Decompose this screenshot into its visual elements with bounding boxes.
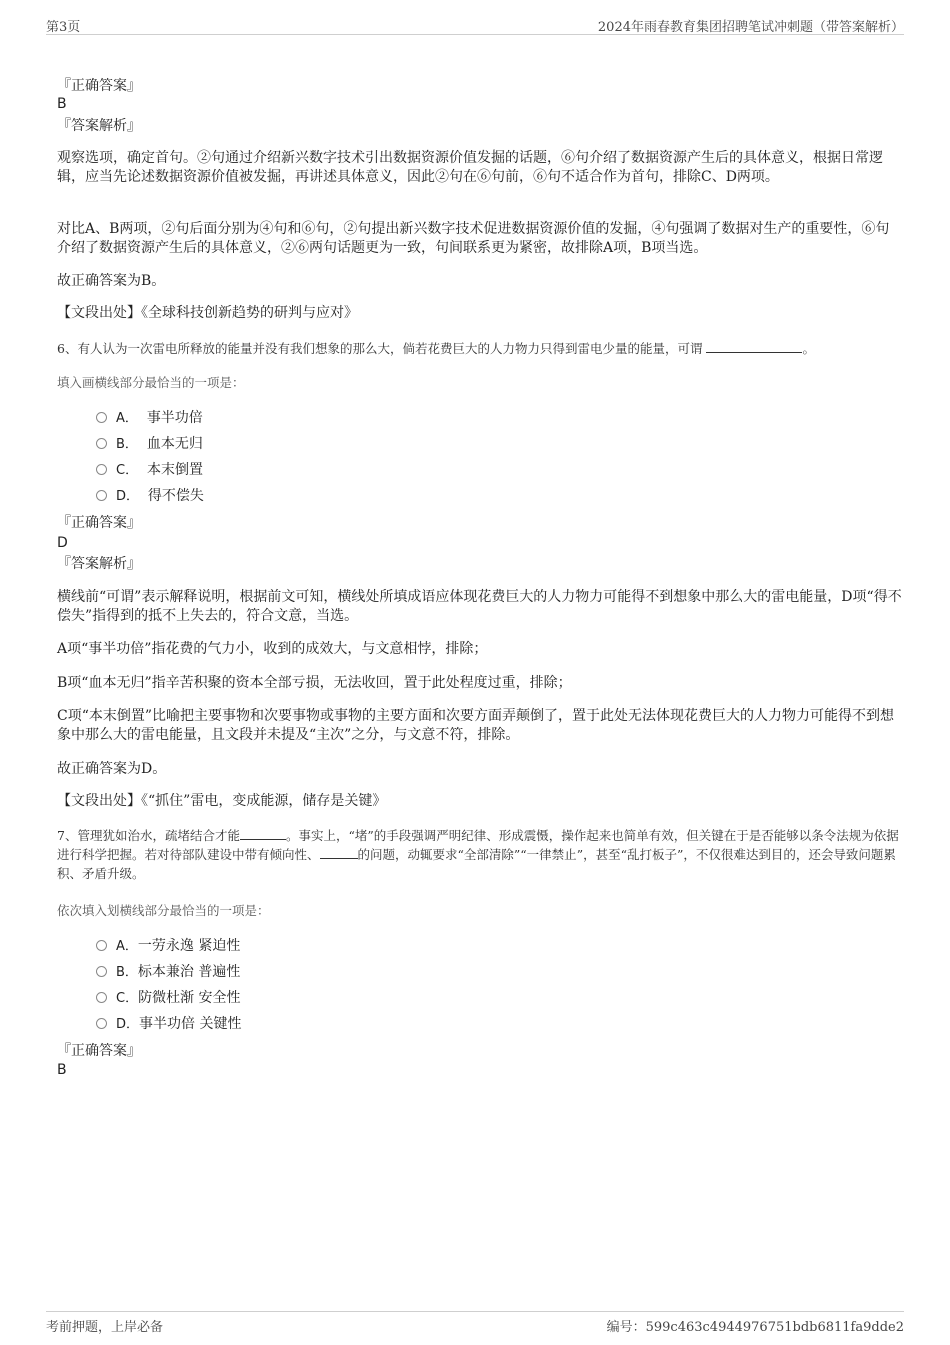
q6-end: 。	[802, 341, 815, 356]
q6-analysis-3: B项“血本无归”指辛苦积聚的资本全部亏损，无法收回，置于此处程度过重，排除；	[57, 675, 572, 691]
q7-option-d[interactable]: D．事半功倍 关键性	[96, 1015, 241, 1034]
q6-option-a[interactable]: A． 事半功倍	[96, 409, 203, 428]
q6-source	[57, 792, 902, 811]
q7-blank-2	[320, 845, 358, 859]
q7-option-c[interactable]: C．防微杜渐 安全性	[96, 989, 241, 1008]
answer-label: 『正确答案』	[57, 515, 141, 531]
radio-icon[interactable]	[96, 1018, 107, 1029]
source-label: 【文段出处】	[57, 793, 141, 809]
analysis-label: 『答案解析』	[57, 118, 141, 134]
document-id: 编号：599c463c4944976751bdb6811fa9dde2	[606, 1320, 904, 1335]
q7-question: 7、管理犹如治水，疏堵结合才能 。事实上，“堵”的手段强调严明纪律、形成震慑，操作起来也简单有效，但关键在于是否能够以条令法规为依据进行科学把握。若对待部队建设中带有倾向性、 的问题，动辄要求“全部清除”“一律禁止”，甚至“乱打板子”，不仅很难达到目的，还会导致问题累积、矛盾升级。	[57, 828, 899, 881]
q7-option-b[interactable]: B．标本兼治 普遍性	[96, 963, 240, 982]
q6-question	[57, 339, 902, 358]
q6-analysis-4: C项“本末倒置”比喻把主要事物和次要事物或事物的主要方面和次要方面弄颠倒了，置于此处无法体现花费巨大的人力物力可能得不到想象中那么大的雷电能量，且文段并未提及“主次”之分，与文意不符，排除。	[57, 708, 895, 743]
q7-hint: 依次填入划横线部分最恰当的一项是：	[57, 903, 270, 918]
radio-icon[interactable]	[96, 966, 107, 977]
footer-slogan: 考前押题，上岸必备	[46, 1320, 164, 1335]
radio-icon[interactable]	[96, 940, 107, 951]
q6-hint: 填入画横线部分最恰当的一项是：	[57, 375, 245, 390]
radio-icon[interactable]	[96, 464, 107, 475]
q7-answer: B	[57, 1062, 67, 1078]
q6-analysis-1: 横线前“可谓”表示解释说明，根据前文可知，横线处所填成语应体现花费巨大的人力物力可能得不到想象中那么大的雷电能量，D项“得不偿失”指得到的抵不上失去的，符合文意，当选。	[57, 589, 902, 624]
q6-answer: D	[57, 535, 68, 551]
q5-analysis-3: 故正确答案为B。	[57, 273, 166, 289]
q6-analysis-2: A项“事半功倍”指花费的气力小，收到的成效大，与文意相悖，排除；	[57, 641, 488, 657]
radio-icon[interactable]	[96, 992, 107, 1003]
page-header	[46, 16, 904, 35]
q6-option-c[interactable]: C． 本末倒置	[96, 461, 203, 480]
q6-blank	[706, 339, 802, 353]
source-label: 【文段出处】	[57, 305, 141, 321]
radio-icon[interactable]	[96, 438, 107, 449]
answer-label: 『正确答案』	[57, 78, 141, 94]
q6-option-b[interactable]: B． 血本无归	[96, 435, 203, 454]
radio-icon[interactable]	[96, 412, 107, 423]
q7-option-a[interactable]: A．一劳永逸 紧迫性	[96, 937, 240, 956]
page-footer	[46, 1311, 904, 1335]
q7-blank-1	[240, 826, 286, 840]
q5-answer: B	[57, 96, 67, 112]
q6-text: 6、有人认为一次雷电所释放的能量并没有我们想象的那么大，倘若花费巨大的人力物力只得到雷电少量的能量，可谓	[57, 341, 703, 356]
radio-icon[interactable]	[96, 490, 107, 501]
q5-analysis-2: 对比A、B两项，②句后面分别为④句和⑥句，②句提出新兴数字技术促进数据资源价值的发掘，④句强调了数据对生产的重要性，⑥句介绍了数据资源产生后的具体意义，②⑥两句话题更为一致，句间联系更为紧密，故排除A项，B项当选。	[57, 221, 890, 256]
page-number: 第3页	[46, 20, 81, 35]
q5-source	[57, 304, 902, 323]
q6-source-title: 《“抓住”雷电，变成能源，储存是关键》	[141, 793, 387, 809]
document-title: 2024年雨春教育集团招聘笔试冲刺题（带答案解析）	[597, 20, 904, 35]
q6-analysis-5: 故正确答案为D。	[57, 761, 167, 777]
answer-label: 『正确答案』	[57, 1043, 141, 1059]
q5-source-title: 《全球科技创新趋势的研判与应对》	[141, 305, 358, 321]
q5-analysis-1: 观察选项，确定首句。②句通过介绍新兴数字技术引出数据资源价值发掘的话题，⑥句介绍了数据资源产生后的具体意义，根据日常逻辑，应当先论述数据资源价值被发掘，再讲述具体意义，因此②句在⑥句前，⑥句不适合作为首句，排除C、D两项。	[57, 150, 883, 185]
q6-option-d[interactable]: D． 得不偿失	[96, 487, 204, 506]
analysis-label: 『答案解析』	[57, 556, 141, 572]
